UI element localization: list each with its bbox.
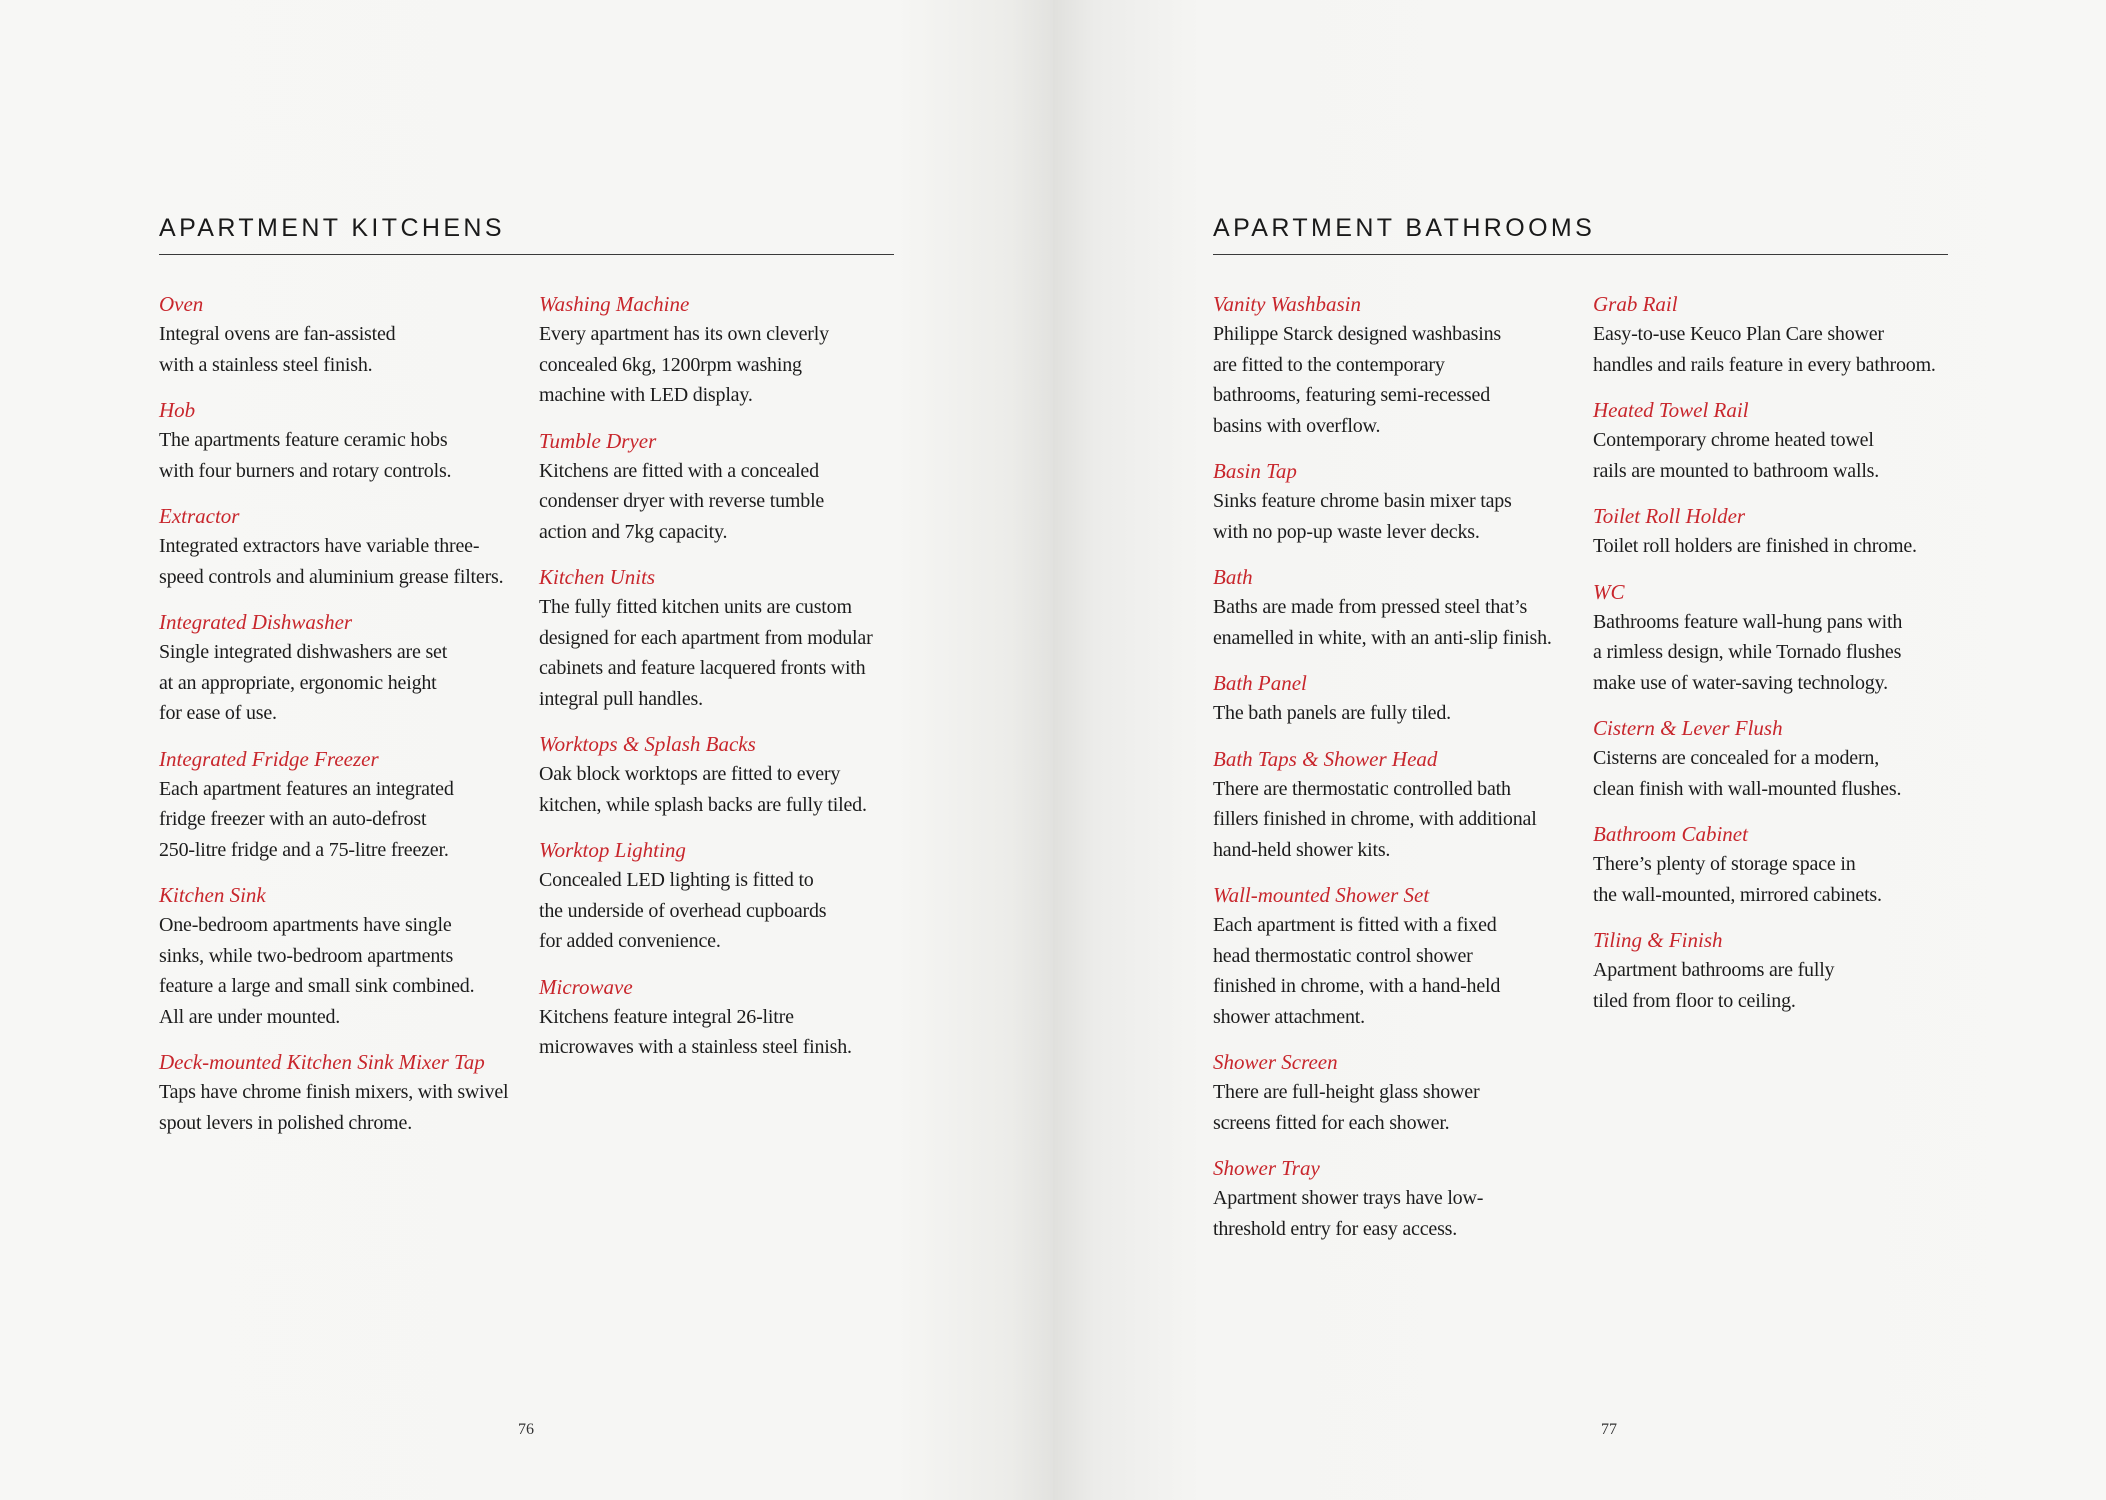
feature-title: Basin Tap <box>1213 459 1297 483</box>
feature-description: Oak block worktops are fitted to every kitchen, while splash backs are fully tiled. <box>539 763 867 816</box>
feature-item <box>159 745 539 866</box>
feature-description: The bath panels are fully tiled. <box>1213 702 1451 724</box>
feature-title: Wall-mounted Shower Set <box>1213 883 1430 907</box>
feature-title: Hob <box>159 398 196 422</box>
feature-description: Toilet roll holders are finished in chrome. <box>1593 535 1917 557</box>
feature-title: Toilet Roll Holder <box>1593 504 1746 528</box>
feature-title: Kitchen Units <box>539 565 656 589</box>
feature-item <box>1593 396 1948 486</box>
feature-description: Kitchens are fitted with a concealed condenser dryer with reverse tumble action and 7kg capacity. <box>539 459 825 543</box>
feature-item <box>539 563 894 714</box>
feature-description: Kitchens feature integral 26-litre microwaves with a stainless steel finish. <box>539 1005 852 1058</box>
feature-title: Washing Machine <box>539 292 690 316</box>
right-page <box>1053 0 2106 1500</box>
bathrooms-section <box>1213 214 1948 1260</box>
feature-description: Bathrooms feature wall-hung pans with a rimless design, while Tornado flushes make use of water-saving technology. <box>1593 610 1903 694</box>
feature-description: Concealed LED lighting is fitted to the underside of overhead cupboards for added convenience. <box>539 869 827 952</box>
feature-item <box>1213 563 1593 653</box>
feature-description: Easy-to-use Keuco Plan Care shower handles and rails feature in every bathroom. <box>1593 323 1936 376</box>
feature-description: Integrated extractors have variable three- speed controls and aluminium grease filters. <box>159 535 504 588</box>
feature-item <box>1213 669 1593 729</box>
feature-description: The apartments feature ceramic hobs with four burners and rotary controls. <box>159 429 452 482</box>
feature-item <box>1213 1154 1593 1244</box>
feature-item <box>539 427 894 548</box>
feature-description: There’s plenty of storage space in the wall-mounted, mirrored cabinets. <box>1593 853 1882 906</box>
feature-title: Shower Tray <box>1213 1156 1320 1180</box>
kitchens-columns <box>159 290 894 1154</box>
feature-description: One-bedroom apartments have single sinks, while two-bedroom apartments feature a large and small sink combined. All are under mounted. <box>159 914 475 1028</box>
feature-item <box>1593 820 1948 910</box>
feature-item <box>539 290 894 411</box>
feature-item <box>1213 881 1593 1032</box>
feature-item <box>539 730 894 820</box>
feature-title: Tumble Dryer <box>539 428 657 453</box>
bathrooms-column-1 <box>1213 290 1593 1260</box>
feature-item <box>1593 502 1948 562</box>
feature-description: Philippe Starck designed washbasins are fitted to the contemporary bathrooms, featuring semi-recessed basins with overflow. <box>1213 323 1501 437</box>
feature-title: Integrated Fridge Freezer <box>159 746 379 771</box>
feature-description: Sinks feature chrome basin mixer taps with no pop-up waste lever decks. <box>1213 490 1512 543</box>
feature-item <box>1593 578 1948 699</box>
feature-item <box>1593 926 1948 1016</box>
feature-item <box>1213 1048 1593 1138</box>
feature-description: Single integrated dishwashers are set at an appropriate, ergonomic height for ease of use. <box>159 641 448 724</box>
feature-title: Shower Screen <box>1213 1050 1338 1074</box>
bathrooms-columns <box>1213 290 1948 1260</box>
feature-item <box>1593 290 1948 380</box>
feature-description: Integral ovens are fan-assisted with a stainless steel finish. <box>159 323 396 376</box>
feature-item <box>159 608 539 729</box>
feature-title: Bathroom Cabinet <box>1593 822 1748 846</box>
kitchens-section <box>159 214 894 1154</box>
feature-title: Worktops & Splash Backs <box>539 732 756 756</box>
kitchens-column-2 <box>539 290 894 1154</box>
feature-item <box>159 881 539 1032</box>
feature-title: Deck-mounted Kitchen Sink Mixer Tap <box>159 1050 485 1074</box>
page-title: APARTMENT KITCHENS <box>159 214 894 255</box>
feature-item <box>1593 714 1948 804</box>
feature-description: Cisterns are concealed for a modern, clean finish with wall-mounted flushes. <box>1593 747 1902 800</box>
feature-title: Grab Rail <box>1593 292 1678 316</box>
feature-description: Contemporary chrome heated towel rails are mounted to bathroom walls. <box>1593 429 1880 482</box>
feature-description: Taps have chrome finish mixers, with swivel spout levers in polished chrome. <box>159 1081 509 1134</box>
page-number: 76 <box>518 1421 534 1438</box>
feature-title: Worktop Lighting <box>539 838 686 862</box>
feature-title: Kitchen Sink <box>159 883 266 907</box>
feature-description: Each apartment is fitted with a fixed head thermostatic control shower finished in chrome, with a hand-held shower attachment. <box>1213 914 1501 1028</box>
feature-title: Vanity Washbasin <box>1213 292 1361 316</box>
page-title: APARTMENT BATHROOMS <box>1213 214 1948 255</box>
kitchens-column-1 <box>159 290 539 1154</box>
feature-item <box>1213 290 1593 441</box>
feature-description: There are full-height glass shower screens fitted for each shower. <box>1213 1081 1480 1134</box>
feature-item <box>1213 745 1593 866</box>
feature-title: Extractor <box>159 504 240 528</box>
feature-description: Every apartment has its own cleverly concealed 6kg, 1200rpm washing machine with LED display. <box>539 323 829 406</box>
feature-item <box>159 290 539 380</box>
feature-description: The fully fitted kitchen units are custom designed for each apartment from modular cabinets and feature lacquered fronts with integral pull handles. <box>539 596 873 710</box>
bathrooms-column-2 <box>1593 290 1948 1260</box>
feature-description: Apartment bathrooms are fully tiled from floor to ceiling. <box>1593 959 1835 1012</box>
feature-item <box>539 836 894 957</box>
feature-title: WC <box>1593 579 1625 604</box>
feature-title: Oven <box>159 292 204 316</box>
feature-title: Bath Panel <box>1213 671 1307 695</box>
feature-description: Baths are made from pressed steel that’s enamelled in white, with an anti-slip finish. <box>1213 596 1552 649</box>
feature-item <box>159 502 539 592</box>
feature-title: Microwave <box>539 974 633 999</box>
feature-title: Tiling & Finish <box>1593 928 1723 952</box>
feature-item <box>539 973 894 1063</box>
feature-title: Heated Towel Rail <box>1593 398 1749 422</box>
page-number: 77 <box>1601 1421 1617 1438</box>
feature-description: There are thermostatic controlled bath fillers finished in chrome, with additional hand-held shower kits. <box>1213 777 1537 861</box>
feature-description: Each apartment features an integrated fridge freezer with an auto-defrost 250-litre fridge and a 75-litre freezer. <box>159 777 454 861</box>
feature-item <box>159 1048 539 1138</box>
feature-description: Apartment shower trays have low- threshold entry for easy access. <box>1213 1187 1484 1240</box>
feature-title: Bath <box>1213 565 1253 589</box>
feature-item <box>1213 457 1593 547</box>
feature-item <box>159 396 539 486</box>
feature-title: Cistern & Lever Flush <box>1593 716 1783 740</box>
feature-title: Bath Taps & Shower Head <box>1213 746 1438 771</box>
feature-title: Integrated Dishwasher <box>159 610 353 634</box>
